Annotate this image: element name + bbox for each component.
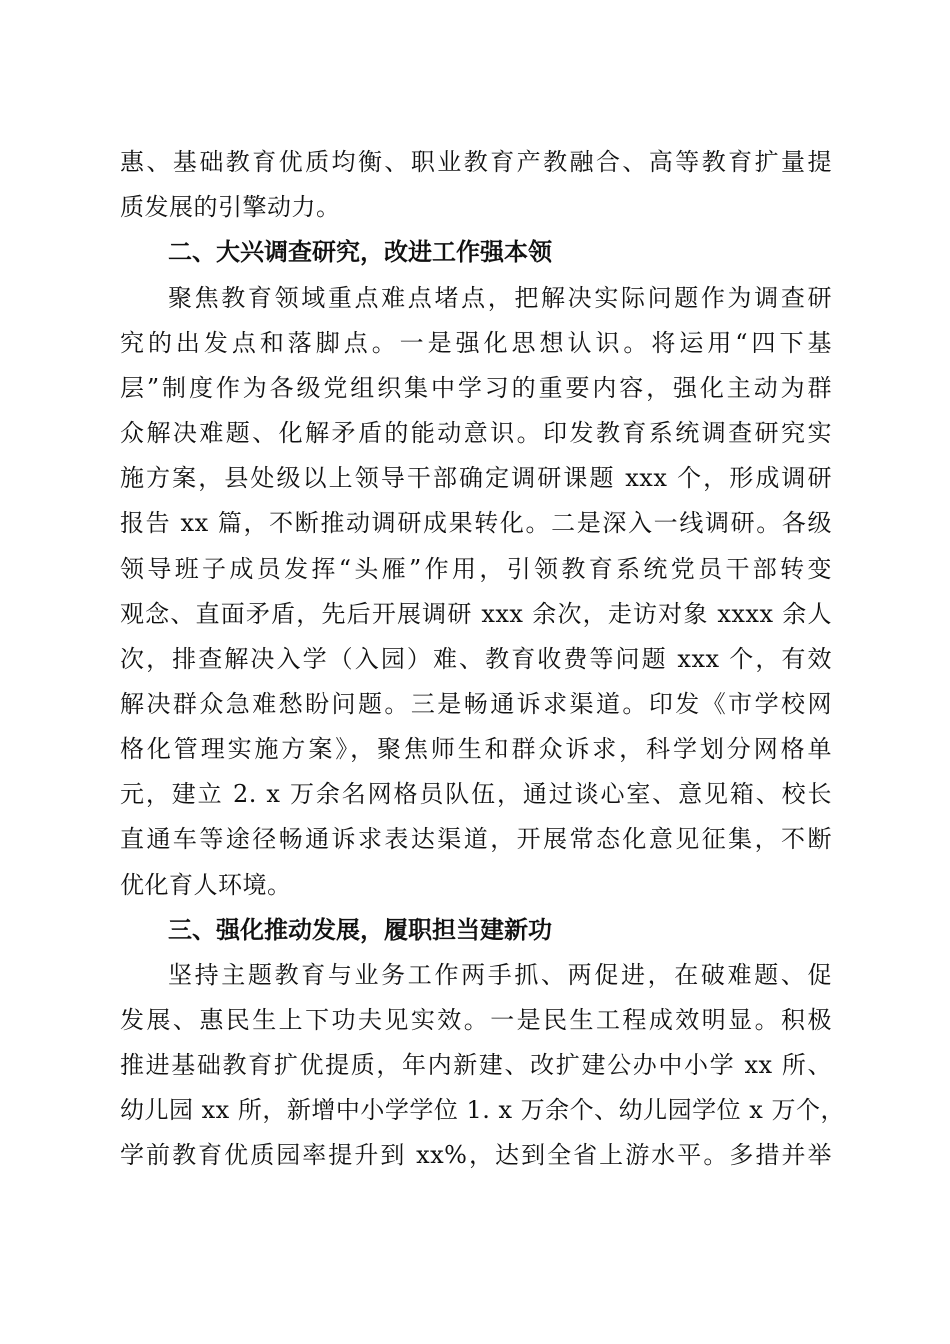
- paragraph-line: 层”制度作为各级党组织集中学习的重要内容，强化主动为群: [120, 374, 832, 402]
- paragraph-line: 发展、惠民生上下功夫见实效。一是民生工程成效明显。积极: [120, 1006, 832, 1034]
- paragraph-line: 观念、直面矛盾，先后开展调研 xxx 余次，走访对象 xxxx 余人: [120, 600, 832, 628]
- paragraph-line: 元，建立 2. x 万余名网格员队伍，通过谈心室、意见箱、校长: [120, 780, 832, 808]
- paragraph-line: 聚焦教育领域重点难点堵点，把解决实际问题作为调查研: [168, 284, 832, 312]
- paragraph-line: 惠、基础教育优质均衡、职业教育产教融合、高等教育扩量提: [120, 148, 832, 176]
- paragraph-line: 解决群众急难愁盼问题。三是畅通诉求渠道。印发《市学校网: [120, 690, 832, 718]
- paragraph-line: 学前教育优质园率提升到 xx%，达到全省上游水平。多措并举: [120, 1141, 832, 1169]
- paragraph-line: 格化管理实施方案》，聚焦师生和群众诉求，科学划分网格单: [120, 735, 832, 763]
- paragraph-line: 质发展的引擎动力。: [120, 193, 341, 221]
- paragraph-line: 优化育人环境。: [120, 871, 292, 899]
- section-heading-2: 二、大兴调查研究，改进工作强本领: [168, 238, 552, 266]
- paragraph-line: 众解决难题、化解矛盾的能动意识。印发教育系统调查研究实: [120, 419, 832, 447]
- paragraph-line: 施方案，县处级以上领导干部确定调研课题 xxx 个，形成调研: [120, 464, 832, 492]
- paragraph-line: 次，排查解决入学（入园）难、教育收费等问题 xxx 个，有效: [120, 645, 832, 673]
- paragraph-line: 直通车等途径畅通诉求表达渠道，开展常态化意见征集，不断: [120, 825, 832, 853]
- paragraph-line: 坚持主题教育与业务工作两手抓、两促进，在破难题、促: [168, 961, 832, 989]
- paragraph-line: 幼儿园 xx 所，新增中小学学位 1. x 万余个、幼儿园学位 x 万个，: [120, 1096, 845, 1124]
- paragraph-line: 报告 xx 篇，不断推动调研成果转化。二是深入一线调研。各级: [120, 509, 832, 537]
- paragraph-line: 领导班子成员发挥“头雁”作用，引领教育系统党员干部转变: [120, 555, 832, 583]
- section-heading-3: 三、强化推动发展，履职担当建新功: [168, 916, 552, 944]
- paragraph-line: 推进基础教育扩优提质，年内新建、改扩建公办中小学 xx 所、: [120, 1051, 832, 1079]
- paragraph-line: 究的出发点和落脚点。一是强化思想认识。将运用“四下基: [120, 329, 832, 357]
